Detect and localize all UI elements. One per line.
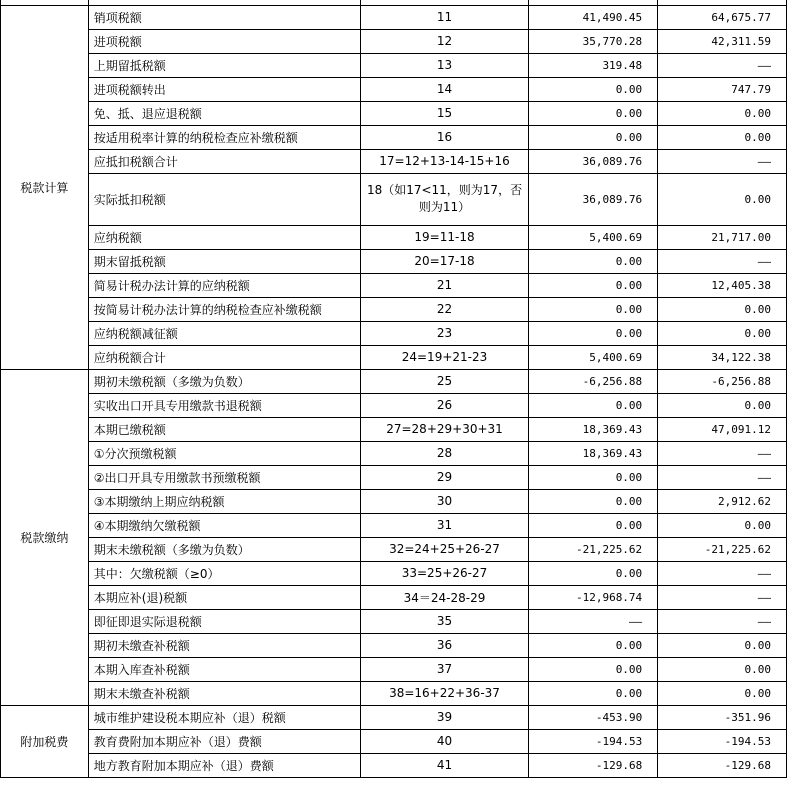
value-cumulative: —— bbox=[658, 465, 787, 489]
value-cumulative: 0.00 bbox=[658, 513, 787, 537]
value-current: 18,369.43 bbox=[529, 441, 658, 465]
value-cumulative: -351.96 bbox=[658, 705, 787, 729]
value-cumulative: 12,405.38 bbox=[658, 273, 787, 297]
value-current: 0.00 bbox=[529, 101, 658, 125]
line-number: 13 bbox=[360, 53, 529, 77]
line-number: 17=12+13-14-15+16 bbox=[360, 149, 529, 173]
value-current: -453.90 bbox=[529, 705, 658, 729]
line-number: 27=28+29+30+31 bbox=[360, 417, 529, 441]
value-current: 0.00 bbox=[529, 321, 658, 345]
line-number: 40 bbox=[360, 729, 529, 753]
item-name: 本期应补(退)税额 bbox=[88, 585, 360, 609]
item-name: 期末留抵税额 bbox=[88, 249, 360, 273]
value-current: 5,400.69 bbox=[529, 225, 658, 249]
table-row bbox=[1, 345, 787, 369]
value-cumulative: —— bbox=[658, 441, 787, 465]
item-name: 应纳税额减征额 bbox=[88, 321, 360, 345]
value-current: 0.00 bbox=[529, 657, 658, 681]
line-number: 14 bbox=[360, 77, 529, 101]
value-cumulative: -6,256.88 bbox=[658, 369, 787, 393]
item-name: 本期已缴税额 bbox=[88, 417, 360, 441]
value-cumulative: 0.00 bbox=[658, 297, 787, 321]
value-current: -129.68 bbox=[529, 753, 658, 777]
line-number: 28 bbox=[360, 441, 529, 465]
table-row bbox=[1, 729, 787, 753]
item-name: 教育费附加本期应补（退）费额 bbox=[88, 729, 360, 753]
value-current: 18,369.43 bbox=[529, 417, 658, 441]
table-row bbox=[1, 77, 787, 101]
value-cumulative: —— bbox=[658, 53, 787, 77]
value-current: 5,400.69 bbox=[529, 345, 658, 369]
item-name: 销项税额 bbox=[88, 5, 360, 29]
table-row bbox=[1, 633, 787, 657]
table-row bbox=[1, 101, 787, 125]
item-name: 城市维护建设税本期应补（退）税额 bbox=[88, 705, 360, 729]
item-name: 期末未缴税额（多缴为负数） bbox=[88, 537, 360, 561]
line-number: 15 bbox=[360, 101, 529, 125]
table-row bbox=[1, 537, 787, 561]
line-number: 31 bbox=[360, 513, 529, 537]
value-current: 0.00 bbox=[529, 513, 658, 537]
item-name: 实收出口开具专用缴款书退税额 bbox=[88, 393, 360, 417]
value-cumulative: 0.00 bbox=[658, 125, 787, 149]
item-name: 其中：欠缴税额（≥0） bbox=[88, 561, 360, 585]
value-cumulative: 0.00 bbox=[658, 681, 787, 705]
value-cumulative: 0.00 bbox=[658, 321, 787, 345]
item-name: 地方教育附加本期应补（退）费额 bbox=[88, 753, 360, 777]
item-name: 按简易计税办法计算的纳税检查应补缴税额 bbox=[88, 297, 360, 321]
line-number: 30 bbox=[360, 489, 529, 513]
value-cumulative: -129.68 bbox=[658, 753, 787, 777]
value-current: -194.53 bbox=[529, 729, 658, 753]
value-cumulative: 0.00 bbox=[658, 173, 787, 225]
value-cumulative: —— bbox=[658, 249, 787, 273]
value-cumulative: —— bbox=[658, 149, 787, 173]
line-number: 39 bbox=[360, 705, 529, 729]
value-current: 0.00 bbox=[529, 681, 658, 705]
value-cumulative: 0.00 bbox=[658, 657, 787, 681]
value-cumulative: 34,122.38 bbox=[658, 345, 787, 369]
line-number: 38=16+22+36-37 bbox=[360, 681, 529, 705]
item-name: 按适用税率计算的纳税检查应补缴税额 bbox=[88, 125, 360, 149]
table-row bbox=[1, 53, 787, 77]
line-number: 35 bbox=[360, 609, 529, 633]
item-name: 进项税额 bbox=[88, 29, 360, 53]
table-row bbox=[1, 705, 787, 729]
value-current: -21,225.62 bbox=[529, 537, 658, 561]
value-cumulative: 747.79 bbox=[658, 77, 787, 101]
item-name: ①分次预缴税额 bbox=[88, 441, 360, 465]
table-row bbox=[1, 369, 787, 393]
line-number: 33=25+26-27 bbox=[360, 561, 529, 585]
line-number: 18（如17<11，则为17，否则为11） bbox=[360, 173, 529, 225]
item-name: ②出口开具专用缴款书预缴税额 bbox=[88, 465, 360, 489]
value-cumulative: —— bbox=[658, 561, 787, 585]
table-row bbox=[1, 393, 787, 417]
line-number: 29 bbox=[360, 465, 529, 489]
value-cumulative: 47,091.12 bbox=[658, 417, 787, 441]
value-cumulative: 42,311.59 bbox=[658, 29, 787, 53]
value-cumulative: —— bbox=[658, 585, 787, 609]
table-row bbox=[1, 321, 787, 345]
value-current: 0.00 bbox=[529, 125, 658, 149]
line-number: 16 bbox=[360, 125, 529, 149]
value-current: 41,490.45 bbox=[529, 5, 658, 29]
item-name: 即征即退实际退税额 bbox=[88, 609, 360, 633]
table-row bbox=[1, 417, 787, 441]
table-row bbox=[1, 297, 787, 321]
line-number: 34＝24-28-29 bbox=[360, 585, 529, 609]
value-current: 0.00 bbox=[529, 297, 658, 321]
table-row bbox=[1, 225, 787, 249]
line-number: 19=11-18 bbox=[360, 225, 529, 249]
line-number: 11 bbox=[360, 5, 529, 29]
table-row bbox=[1, 465, 787, 489]
item-name: 实际抵扣税额 bbox=[88, 173, 360, 225]
item-name: 期初未缴查补税额 bbox=[88, 633, 360, 657]
item-name: 进项税额转出 bbox=[88, 77, 360, 101]
item-name: 本期入库查补税额 bbox=[88, 657, 360, 681]
line-number: 37 bbox=[360, 657, 529, 681]
line-number: 24=19+21-23 bbox=[360, 345, 529, 369]
table-row bbox=[1, 561, 787, 585]
value-current: 0.00 bbox=[529, 561, 658, 585]
value-current: 36,089.76 bbox=[529, 149, 658, 173]
value-current: 0.00 bbox=[529, 465, 658, 489]
item-name: 期末未缴查补税额 bbox=[88, 681, 360, 705]
table-row bbox=[1, 489, 787, 513]
value-cumulative: 0.00 bbox=[658, 101, 787, 125]
table-row bbox=[1, 441, 787, 465]
value-cumulative: —— bbox=[658, 609, 787, 633]
section-label-extra: 附加税费 bbox=[1, 705, 89, 777]
table-row bbox=[1, 173, 787, 225]
table-row bbox=[1, 273, 787, 297]
table-row bbox=[1, 249, 787, 273]
section-label-pay: 税款缴纳 bbox=[1, 369, 89, 705]
table-row bbox=[1, 5, 787, 29]
table-row bbox=[1, 609, 787, 633]
value-cumulative: 0.00 bbox=[658, 393, 787, 417]
value-current: -6,256.88 bbox=[529, 369, 658, 393]
value-current: 0.00 bbox=[529, 393, 658, 417]
value-cumulative: 0.00 bbox=[658, 633, 787, 657]
value-cumulative: -21,225.62 bbox=[658, 537, 787, 561]
value-current: 0.00 bbox=[529, 77, 658, 101]
value-current: 319.48 bbox=[529, 53, 658, 77]
line-number: 12 bbox=[360, 29, 529, 53]
value-current: 0.00 bbox=[529, 633, 658, 657]
value-cumulative: 2,912.62 bbox=[658, 489, 787, 513]
value-current: 0.00 bbox=[529, 249, 658, 273]
item-name: 应纳税额 bbox=[88, 225, 360, 249]
line-number: 25 bbox=[360, 369, 529, 393]
line-number: 23 bbox=[360, 321, 529, 345]
value-cumulative: 64,675.77 bbox=[658, 5, 787, 29]
value-cumulative: 21,717.00 bbox=[658, 225, 787, 249]
table-row bbox=[1, 513, 787, 537]
item-name: ④本期缴纳欠缴税额 bbox=[88, 513, 360, 537]
item-name: 上期留抵税额 bbox=[88, 53, 360, 77]
table-row bbox=[1, 149, 787, 173]
line-number: 41 bbox=[360, 753, 529, 777]
value-current: —— bbox=[529, 609, 658, 633]
line-number: 26 bbox=[360, 393, 529, 417]
item-name: 简易计税办法计算的应纳税额 bbox=[88, 273, 360, 297]
value-current: 0.00 bbox=[529, 489, 658, 513]
table-row bbox=[1, 657, 787, 681]
table-row bbox=[1, 125, 787, 149]
value-current: -12,968.74 bbox=[529, 585, 658, 609]
line-number: 32=24+25+26-27 bbox=[360, 537, 529, 561]
item-name: 应纳税额合计 bbox=[88, 345, 360, 369]
item-name: ③本期缴纳上期应纳税额 bbox=[88, 489, 360, 513]
value-cumulative: -194.53 bbox=[658, 729, 787, 753]
item-name: 期初未缴税额（多缴为负数） bbox=[88, 369, 360, 393]
value-current: 35,770.28 bbox=[529, 29, 658, 53]
table-row bbox=[1, 681, 787, 705]
table-row bbox=[1, 753, 787, 777]
table-row bbox=[1, 29, 787, 53]
item-name: 应抵扣税额合计 bbox=[88, 149, 360, 173]
line-number: 20=17-18 bbox=[360, 249, 529, 273]
table-row bbox=[1, 585, 787, 609]
line-number: 21 bbox=[360, 273, 529, 297]
line-number: 22 bbox=[360, 297, 529, 321]
value-current: 36,089.76 bbox=[529, 173, 658, 225]
line-number: 36 bbox=[360, 633, 529, 657]
section-label-calc: 税款计算 bbox=[1, 5, 89, 369]
item-name: 免、抵、退应退税额 bbox=[88, 101, 360, 125]
value-current: 0.00 bbox=[529, 273, 658, 297]
